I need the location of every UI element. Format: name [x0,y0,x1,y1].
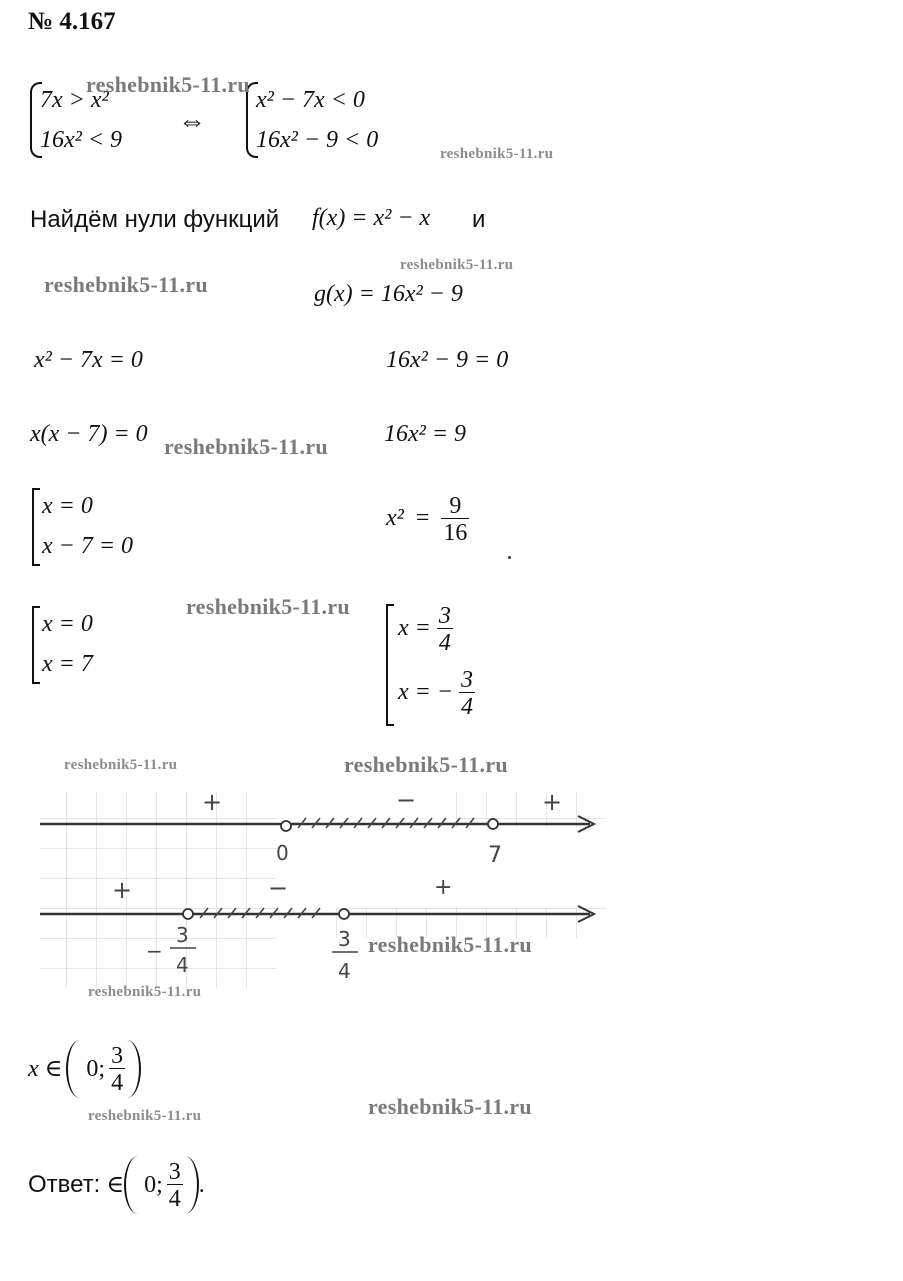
watermark-12: reshebnik5-11.ru [368,1094,532,1119]
system2-line1: x² − 7x < 0 [256,87,365,113]
number-line-2-point-1 [183,909,193,919]
number-line-2-label-1-num: 3 [176,923,189,947]
solution-fraction [109,1044,125,1095]
answer-label: Ответ: [28,1171,101,1198]
number-line-1-label-2: 7 [488,843,502,868]
number-line-1-point-2 [488,819,498,829]
number-line-2-label-2-den: 4 [338,959,351,983]
left-set1-line1: x = 0 [42,493,93,519]
right-set-line1 [398,604,453,655]
watermark-4: reshebnik5-11.ru [44,272,208,297]
right-eq3-fraction [441,494,469,545]
right-set-line2 [398,668,475,719]
problem-number: № 4.167 [28,8,116,35]
number-line-1-sign-mid: − [396,788,417,814]
watermark-6: reshebnik5-11.ru [186,594,350,619]
solution-prefix: x ∈ [28,1056,63,1082]
watermark-3: reshebnik5-11.ru [400,257,514,273]
left-paren [66,1040,82,1098]
equivalence-symbol: ⇔ [178,106,206,137]
right-paren [125,1040,141,1098]
answer-line [28,1156,205,1214]
number-line-1-point-1 [281,821,291,831]
right-eq3 [386,494,469,545]
left-set1-bracket [32,488,40,566]
number-line-2-point-2 [339,909,349,919]
fraction-denominator: 4 [461,694,474,720]
number-line-2-sign-left: + [112,876,133,904]
right-eq3-eq: = [415,505,430,532]
fraction-denominator: 4 [111,1069,124,1096]
fraction-denominator: 4 [438,630,451,656]
left-eq2: x(x − 7) = 0 [30,421,148,447]
fraction-numerator: 3 [111,1042,124,1069]
watermark-2: reshebnik5-11.ru [440,146,554,162]
fraction-numerator: 3 [461,667,474,693]
watermark-7: reshebnik5-11.ru [64,757,178,773]
answer-symbol: ∈ [106,1172,125,1198]
right-set-fraction2 [459,668,475,719]
answer-inner: 0; [144,1172,163,1198]
g-definition: g(x) = 16x² − 9 [314,281,463,307]
right-set-fraction1 [437,604,453,655]
right-set-lhs2: x = − [398,679,454,706]
and-word: и [472,206,486,233]
fraction-denominator: 16 [443,520,468,546]
grid-paper-right [456,792,606,828]
solution-inner: 0; [86,1056,106,1082]
number-line-2-label-1-sign: − [146,939,163,963]
left-eq1: x² − 7x = 0 [34,347,143,373]
left-set2-line2: x = 7 [42,651,93,677]
left-set1-line2: x − 7 = 0 [42,533,134,559]
left-paren [124,1156,140,1214]
right-paren [183,1156,199,1214]
watermark-5: reshebnik5-11.ru [164,434,328,459]
stray-dot [508,556,511,559]
fraction-numerator: 9 [449,493,462,519]
fraction-denominator: 4 [168,1185,181,1212]
right-eq1: 16x² − 9 = 0 [386,347,509,373]
answer-end: . [198,1172,205,1198]
f-definition: f(x) = x² − x [312,205,431,231]
number-line-1-sign-right: + [542,788,563,816]
right-set-bracket [386,604,394,726]
solution-line [28,1040,141,1098]
left-set2-line1: x = 0 [42,611,93,637]
right-eq2: 16x² = 9 [384,421,467,447]
watermark-9: reshebnik5-11.ru [368,932,532,957]
number-line-sketch [36,788,616,998]
watermark-11: reshebnik5-11.ru [88,1108,202,1124]
watermark-10: reshebnik5-11.ru [88,984,202,1000]
number-line-2-label-2-num: 3 [338,927,351,951]
number-line-2-label-1-den: 4 [176,953,189,977]
number-line-1-sign-left: + [202,788,223,816]
system2-line2: 16x² − 9 < 0 [256,127,379,153]
right-eq3-lhs: x² [386,505,404,532]
fraction-numerator: 3 [438,603,451,629]
number-line-1-label-1: 0 [276,841,289,865]
system1-line2: 16x² < 9 [40,127,123,153]
number-line-2-sign-right: + [434,875,453,900]
intro-text: Найдём нули функций [30,206,280,233]
left-set2-bracket [32,606,40,684]
right-set-lhs1: x = [398,615,431,642]
watermark-8: reshebnik5-11.ru [344,752,508,777]
system1-line1: 7x > x² [40,87,109,113]
number-line-2-sign-mid: − [268,874,289,902]
watermark-1: reshebnik5-11.ru [86,72,250,97]
answer-fraction [167,1160,183,1211]
fraction-numerator: 3 [168,1158,181,1185]
